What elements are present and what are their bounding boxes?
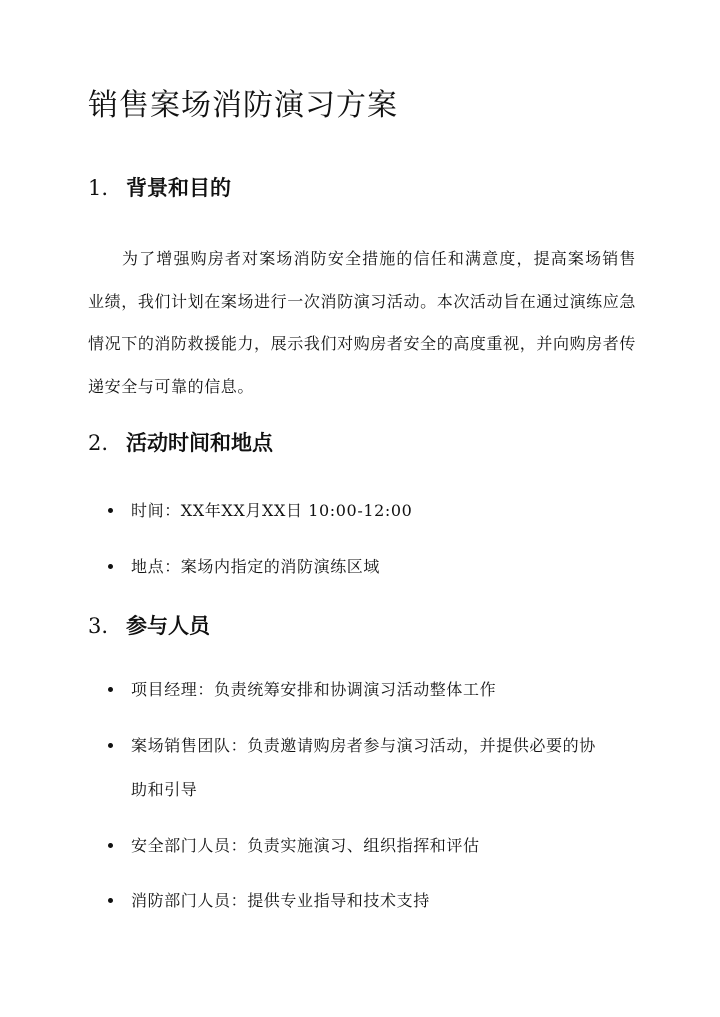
section-number: 3. xyxy=(88,614,109,638)
section-number: 2. xyxy=(88,431,109,455)
list-item-text: 消防部门人员：提供专业指导和技术支持 xyxy=(131,891,430,910)
bullet-icon xyxy=(108,898,113,903)
list-item-safety-dept xyxy=(108,824,608,868)
list-item-text: 时间：XX年XX月XX日 10:00-12:00 xyxy=(131,501,413,520)
list-item-text: 地点：案场内指定的消防演练区域 xyxy=(131,557,381,576)
list-item-text: 案场销售团队：负责邀请购房者参与演习活动，并提供必要的协助和引导 xyxy=(131,736,596,799)
bullet-icon xyxy=(108,564,113,569)
list-item-text: 项目经理：负责统筹安排和协调演习活动整体工作 xyxy=(131,680,497,699)
bullet-icon xyxy=(108,508,113,513)
list-item-text: 安全部门人员：负责实施演习、组织指挥和评估 xyxy=(131,836,480,855)
list-item-location xyxy=(108,545,608,589)
section-title: 活动时间和地点 xyxy=(126,430,273,455)
list-item-sales-team xyxy=(108,724,608,812)
bullet-icon xyxy=(108,843,113,848)
document-title: 销售案场消防演习方案 xyxy=(88,88,398,123)
list-item-fire-dept xyxy=(108,879,608,923)
background-paragraph: 为了增强购房者对案场消防安全措施的信任和满意度，提高案场销售业绩，我们计划在案场进行一次消防演习活动。本次活动旨在通过演练应急情况下的消防救援能力，展示我们对购房者安全的高度重视，并向购房者传递安全与可靠的信息。 xyxy=(88,249,636,396)
section-number: 1. xyxy=(88,176,109,200)
section-heading-background xyxy=(88,173,231,203)
list-item-project-manager xyxy=(108,668,608,712)
section-heading-participants xyxy=(88,611,210,641)
section-title: 背景和目的 xyxy=(126,175,231,200)
bullet-icon xyxy=(108,743,113,748)
section-heading-time-location xyxy=(88,428,273,458)
section-title: 参与人员 xyxy=(126,613,210,638)
list-item-time xyxy=(108,489,608,533)
bullet-icon xyxy=(108,687,113,692)
